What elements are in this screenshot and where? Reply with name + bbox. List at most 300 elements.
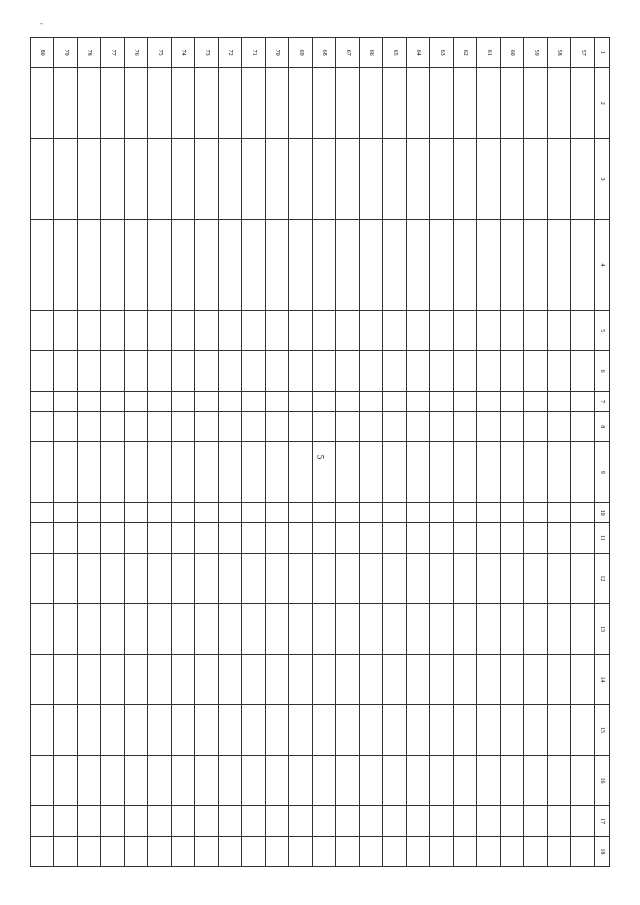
table-cell bbox=[54, 705, 78, 756]
table-cell bbox=[101, 755, 125, 806]
table-row bbox=[313, 38, 337, 867]
table-cell bbox=[313, 604, 337, 655]
header-cell: 2 bbox=[595, 68, 610, 139]
table-cell bbox=[383, 139, 407, 220]
table-cell bbox=[242, 604, 266, 655]
header-cell: 12 bbox=[595, 553, 610, 604]
table-cell bbox=[78, 310, 102, 350]
table-cell bbox=[242, 310, 266, 350]
table-cell bbox=[242, 705, 266, 756]
table-cell bbox=[289, 553, 313, 604]
table-cell bbox=[289, 412, 313, 442]
table-cell bbox=[383, 503, 407, 523]
table-cell bbox=[313, 351, 337, 391]
table-cell bbox=[148, 523, 172, 553]
table-cell bbox=[266, 806, 290, 836]
header-cell: 11 bbox=[595, 523, 610, 553]
table-cell bbox=[430, 806, 454, 836]
table-row bbox=[125, 38, 149, 867]
table-cell bbox=[407, 391, 431, 411]
table-cell bbox=[548, 654, 572, 705]
table-cell bbox=[54, 310, 78, 350]
table-cell bbox=[313, 391, 337, 411]
table-cell bbox=[54, 755, 78, 806]
table-cell bbox=[336, 139, 360, 220]
table-cell bbox=[477, 654, 501, 705]
header-cell: 10 bbox=[595, 503, 610, 523]
table-cell bbox=[266, 503, 290, 523]
table-cell bbox=[125, 836, 149, 866]
table-cell bbox=[78, 755, 102, 806]
table-cell bbox=[172, 755, 196, 806]
table-cell: 63 bbox=[430, 38, 454, 68]
table-cell bbox=[430, 391, 454, 411]
table-cell bbox=[454, 604, 478, 655]
table-cell bbox=[501, 523, 525, 553]
table-cell bbox=[289, 68, 313, 139]
table-cell: 77 bbox=[101, 38, 125, 68]
table-cell bbox=[407, 523, 431, 553]
table-cell bbox=[195, 310, 219, 350]
table-cell bbox=[266, 391, 290, 411]
table-cell bbox=[266, 351, 290, 391]
table-cell bbox=[501, 68, 525, 139]
table-cell bbox=[148, 351, 172, 391]
table-cell bbox=[101, 442, 125, 503]
table-cell bbox=[313, 68, 337, 139]
table-cell bbox=[148, 442, 172, 503]
table-cell bbox=[454, 219, 478, 310]
table-cell bbox=[54, 836, 78, 866]
table-cell bbox=[125, 755, 149, 806]
table-cell bbox=[501, 139, 525, 220]
table-cell bbox=[571, 503, 595, 523]
table-cell bbox=[219, 523, 243, 553]
table-cell bbox=[524, 553, 548, 604]
table-cell bbox=[195, 351, 219, 391]
table-cell bbox=[524, 68, 548, 139]
table-cell bbox=[54, 604, 78, 655]
table-cell bbox=[313, 523, 337, 553]
table-cell: 72 bbox=[219, 38, 243, 68]
table-cell bbox=[524, 219, 548, 310]
table-cell bbox=[548, 68, 572, 139]
table-cell bbox=[477, 705, 501, 756]
table-body bbox=[31, 38, 610, 867]
table-cell bbox=[172, 412, 196, 442]
table-cell bbox=[31, 310, 55, 350]
table-cell bbox=[148, 755, 172, 806]
table-cell bbox=[430, 412, 454, 442]
table-cell bbox=[195, 442, 219, 503]
table-cell bbox=[571, 219, 595, 310]
table-cell bbox=[571, 553, 595, 604]
table-cell bbox=[336, 391, 360, 411]
table-cell bbox=[195, 806, 219, 836]
table-cell bbox=[501, 412, 525, 442]
table-cell bbox=[313, 219, 337, 310]
table-cell bbox=[31, 503, 55, 523]
table-cell bbox=[454, 442, 478, 503]
table-cell bbox=[548, 351, 572, 391]
table-cell bbox=[54, 391, 78, 411]
table-cell bbox=[219, 139, 243, 220]
table-cell bbox=[430, 68, 454, 139]
table-cell bbox=[266, 68, 290, 139]
table-cell bbox=[148, 604, 172, 655]
table-cell bbox=[289, 806, 313, 836]
table-cell bbox=[360, 755, 384, 806]
table-cell bbox=[54, 412, 78, 442]
table-cell bbox=[313, 310, 337, 350]
table-cell bbox=[571, 654, 595, 705]
table-cell bbox=[78, 553, 102, 604]
table-row bbox=[501, 38, 525, 867]
table-cell bbox=[524, 654, 548, 705]
table-cell bbox=[548, 310, 572, 350]
table-cell bbox=[219, 654, 243, 705]
table-row bbox=[78, 38, 102, 867]
table-cell bbox=[313, 836, 337, 866]
table-cell: 60 bbox=[501, 38, 525, 68]
table-cell bbox=[148, 503, 172, 523]
table-cell bbox=[383, 705, 407, 756]
table-cell bbox=[430, 523, 454, 553]
table-cell bbox=[172, 806, 196, 836]
table-cell bbox=[195, 412, 219, 442]
table-cell bbox=[360, 310, 384, 350]
table-cell: 67 bbox=[336, 38, 360, 68]
table-cell: 65 bbox=[383, 38, 407, 68]
table-cell bbox=[31, 553, 55, 604]
table-cell bbox=[242, 806, 266, 836]
table-cell bbox=[242, 139, 266, 220]
table-cell bbox=[336, 806, 360, 836]
table-cell bbox=[524, 391, 548, 411]
header-cell: 3 bbox=[595, 139, 610, 220]
table-cell bbox=[242, 553, 266, 604]
table-cell bbox=[360, 604, 384, 655]
table-cell bbox=[195, 503, 219, 523]
table-cell bbox=[360, 553, 384, 604]
table-cell bbox=[430, 553, 454, 604]
table-cell bbox=[360, 68, 384, 139]
table-cell bbox=[336, 836, 360, 866]
table-cell bbox=[172, 705, 196, 756]
table-cell bbox=[524, 310, 548, 350]
table-cell bbox=[242, 503, 266, 523]
table-cell bbox=[336, 654, 360, 705]
table-cell bbox=[571, 351, 595, 391]
table-cell: 73 bbox=[195, 38, 219, 68]
table-cell bbox=[407, 139, 431, 220]
table-cell bbox=[571, 523, 595, 553]
table-cell bbox=[219, 806, 243, 836]
table-cell bbox=[31, 604, 55, 655]
table-cell bbox=[383, 806, 407, 836]
table-cell bbox=[548, 412, 572, 442]
table-cell bbox=[336, 310, 360, 350]
table-cell bbox=[195, 705, 219, 756]
table-cell bbox=[336, 412, 360, 442]
table-cell bbox=[266, 310, 290, 350]
table-cell bbox=[101, 139, 125, 220]
table-cell bbox=[101, 523, 125, 553]
table-cell bbox=[219, 68, 243, 139]
table-row bbox=[289, 38, 313, 867]
table-cell bbox=[524, 503, 548, 523]
table-cell bbox=[31, 219, 55, 310]
table-cell bbox=[78, 806, 102, 836]
table-row bbox=[31, 38, 55, 867]
table-cell bbox=[477, 503, 501, 523]
table-cell bbox=[360, 412, 384, 442]
table-cell bbox=[454, 139, 478, 220]
table-cell bbox=[172, 139, 196, 220]
table-cell bbox=[360, 219, 384, 310]
table-cell bbox=[360, 139, 384, 220]
table-row bbox=[219, 38, 243, 867]
header-cell: 14 bbox=[595, 654, 610, 705]
table-cell bbox=[383, 523, 407, 553]
table-cell bbox=[31, 351, 55, 391]
table-cell bbox=[454, 351, 478, 391]
header-cell: 6 bbox=[595, 351, 610, 391]
header-cell: 17 bbox=[595, 806, 610, 836]
table-cell bbox=[548, 705, 572, 756]
table-cell bbox=[125, 68, 149, 139]
table-cell bbox=[383, 310, 407, 350]
table-cell bbox=[477, 391, 501, 411]
table-cell bbox=[524, 806, 548, 836]
table-cell bbox=[148, 139, 172, 220]
table-cell bbox=[101, 553, 125, 604]
table-cell bbox=[31, 68, 55, 139]
table-cell bbox=[125, 391, 149, 411]
table-cell bbox=[383, 219, 407, 310]
table-cell bbox=[78, 351, 102, 391]
table-cell bbox=[148, 806, 172, 836]
table-cell bbox=[101, 806, 125, 836]
table-cell bbox=[101, 705, 125, 756]
table-row bbox=[266, 38, 290, 867]
table-cell bbox=[548, 503, 572, 523]
table-cell bbox=[54, 523, 78, 553]
table-cell bbox=[430, 705, 454, 756]
table-cell bbox=[524, 412, 548, 442]
table-cell bbox=[78, 219, 102, 310]
table-cell bbox=[78, 654, 102, 705]
table-cell bbox=[242, 412, 266, 442]
table-cell bbox=[548, 836, 572, 866]
table-cell bbox=[360, 523, 384, 553]
table-cell bbox=[571, 755, 595, 806]
table-cell bbox=[524, 139, 548, 220]
table-cell bbox=[430, 351, 454, 391]
table-cell bbox=[407, 310, 431, 350]
table-cell bbox=[477, 442, 501, 503]
table-cell bbox=[148, 219, 172, 310]
table-cell: 80 bbox=[31, 38, 55, 68]
table-cell bbox=[172, 553, 196, 604]
header-cell: 7 bbox=[595, 391, 610, 411]
table-cell bbox=[477, 310, 501, 350]
table-cell bbox=[266, 139, 290, 220]
table-cell bbox=[407, 219, 431, 310]
table-cell bbox=[78, 523, 102, 553]
table-row bbox=[54, 38, 78, 867]
table-cell bbox=[219, 755, 243, 806]
table-cell bbox=[360, 391, 384, 411]
table-cell bbox=[289, 755, 313, 806]
table-cell bbox=[219, 442, 243, 503]
table-cell bbox=[336, 68, 360, 139]
table-cell bbox=[501, 553, 525, 604]
table-cell bbox=[383, 755, 407, 806]
table-cell bbox=[313, 806, 337, 836]
table-cell bbox=[360, 836, 384, 866]
table-cell bbox=[313, 139, 337, 220]
table-cell bbox=[289, 836, 313, 866]
table-cell bbox=[195, 219, 219, 310]
table-cell bbox=[313, 705, 337, 756]
table-cell: 75 bbox=[148, 38, 172, 68]
table-cell bbox=[125, 553, 149, 604]
table-cell bbox=[172, 68, 196, 139]
table-cell bbox=[78, 412, 102, 442]
table-cell bbox=[125, 503, 149, 523]
table-cell: 62 bbox=[454, 38, 478, 68]
table-cell bbox=[336, 442, 360, 503]
table-cell bbox=[78, 139, 102, 220]
header-cell: 8 bbox=[595, 412, 610, 442]
table-cell bbox=[54, 654, 78, 705]
table-cell bbox=[101, 391, 125, 411]
table-cell bbox=[54, 553, 78, 604]
table-cell bbox=[31, 442, 55, 503]
table-cell bbox=[31, 139, 55, 220]
table-cell bbox=[242, 351, 266, 391]
table-cell bbox=[571, 806, 595, 836]
table-cell bbox=[219, 553, 243, 604]
table-cell bbox=[383, 412, 407, 442]
table-cell bbox=[172, 836, 196, 866]
header-cell: 15 bbox=[595, 705, 610, 756]
table-cell bbox=[101, 412, 125, 442]
table-cell bbox=[54, 219, 78, 310]
table-cell bbox=[125, 219, 149, 310]
table-cell bbox=[219, 836, 243, 866]
table-cell bbox=[571, 836, 595, 866]
table-cell bbox=[313, 654, 337, 705]
table-cell bbox=[148, 412, 172, 442]
table-cell: 59 bbox=[524, 38, 548, 68]
table-cell bbox=[477, 68, 501, 139]
table-row bbox=[336, 38, 360, 867]
table-cell bbox=[571, 310, 595, 350]
table-cell bbox=[242, 654, 266, 705]
table-cell bbox=[548, 391, 572, 411]
table-cell bbox=[31, 755, 55, 806]
table-cell bbox=[501, 806, 525, 836]
table-cell bbox=[336, 553, 360, 604]
table-cell bbox=[242, 523, 266, 553]
header-cell: 18 bbox=[595, 836, 610, 866]
table-cell bbox=[454, 755, 478, 806]
table-cell bbox=[430, 139, 454, 220]
table-cell bbox=[242, 68, 266, 139]
table-cell bbox=[548, 219, 572, 310]
table-cell bbox=[477, 553, 501, 604]
table-cell bbox=[242, 836, 266, 866]
table-row bbox=[454, 38, 478, 867]
table-cell bbox=[360, 442, 384, 503]
table-cell bbox=[101, 310, 125, 350]
table-cell: 69 bbox=[289, 38, 313, 68]
table-cell bbox=[407, 412, 431, 442]
table-cell bbox=[195, 391, 219, 411]
table-cell bbox=[383, 553, 407, 604]
table-cell bbox=[454, 654, 478, 705]
table-cell bbox=[383, 836, 407, 866]
table-cell bbox=[195, 836, 219, 866]
table-cell bbox=[54, 139, 78, 220]
table-cell bbox=[78, 442, 102, 503]
table-cell bbox=[407, 654, 431, 705]
table-cell bbox=[289, 391, 313, 411]
table-cell bbox=[242, 391, 266, 411]
table-cell bbox=[148, 836, 172, 866]
table-row bbox=[101, 38, 125, 867]
table-cell bbox=[172, 310, 196, 350]
table-cell bbox=[501, 219, 525, 310]
table-row bbox=[360, 38, 384, 867]
table-cell bbox=[524, 755, 548, 806]
header-cell: 4 bbox=[595, 219, 610, 310]
table-cell bbox=[407, 68, 431, 139]
table-cell bbox=[266, 442, 290, 503]
table-cell: 66 bbox=[360, 38, 384, 68]
table-cell bbox=[172, 503, 196, 523]
table-cell bbox=[125, 351, 149, 391]
table-cell bbox=[172, 523, 196, 553]
table-cell bbox=[289, 705, 313, 756]
table-cell bbox=[430, 755, 454, 806]
table-cell bbox=[289, 503, 313, 523]
rotated-table-wrapper bbox=[30, 37, 610, 867]
table-cell: 61 bbox=[477, 38, 501, 68]
table-cell bbox=[219, 310, 243, 350]
table-cell bbox=[336, 705, 360, 756]
table-cell bbox=[360, 705, 384, 756]
table-cell bbox=[336, 351, 360, 391]
table-cell bbox=[524, 705, 548, 756]
table-cell bbox=[477, 139, 501, 220]
table-cell bbox=[219, 412, 243, 442]
table-cell bbox=[31, 705, 55, 756]
table-cell bbox=[31, 523, 55, 553]
table-cell bbox=[289, 442, 313, 503]
table-cell bbox=[548, 604, 572, 655]
table-cell bbox=[430, 442, 454, 503]
table-cell bbox=[501, 503, 525, 523]
table-cell bbox=[501, 310, 525, 350]
table-cell bbox=[454, 553, 478, 604]
table-cell bbox=[407, 503, 431, 523]
table-cell bbox=[336, 755, 360, 806]
table-cell bbox=[524, 836, 548, 866]
table-cell bbox=[219, 351, 243, 391]
